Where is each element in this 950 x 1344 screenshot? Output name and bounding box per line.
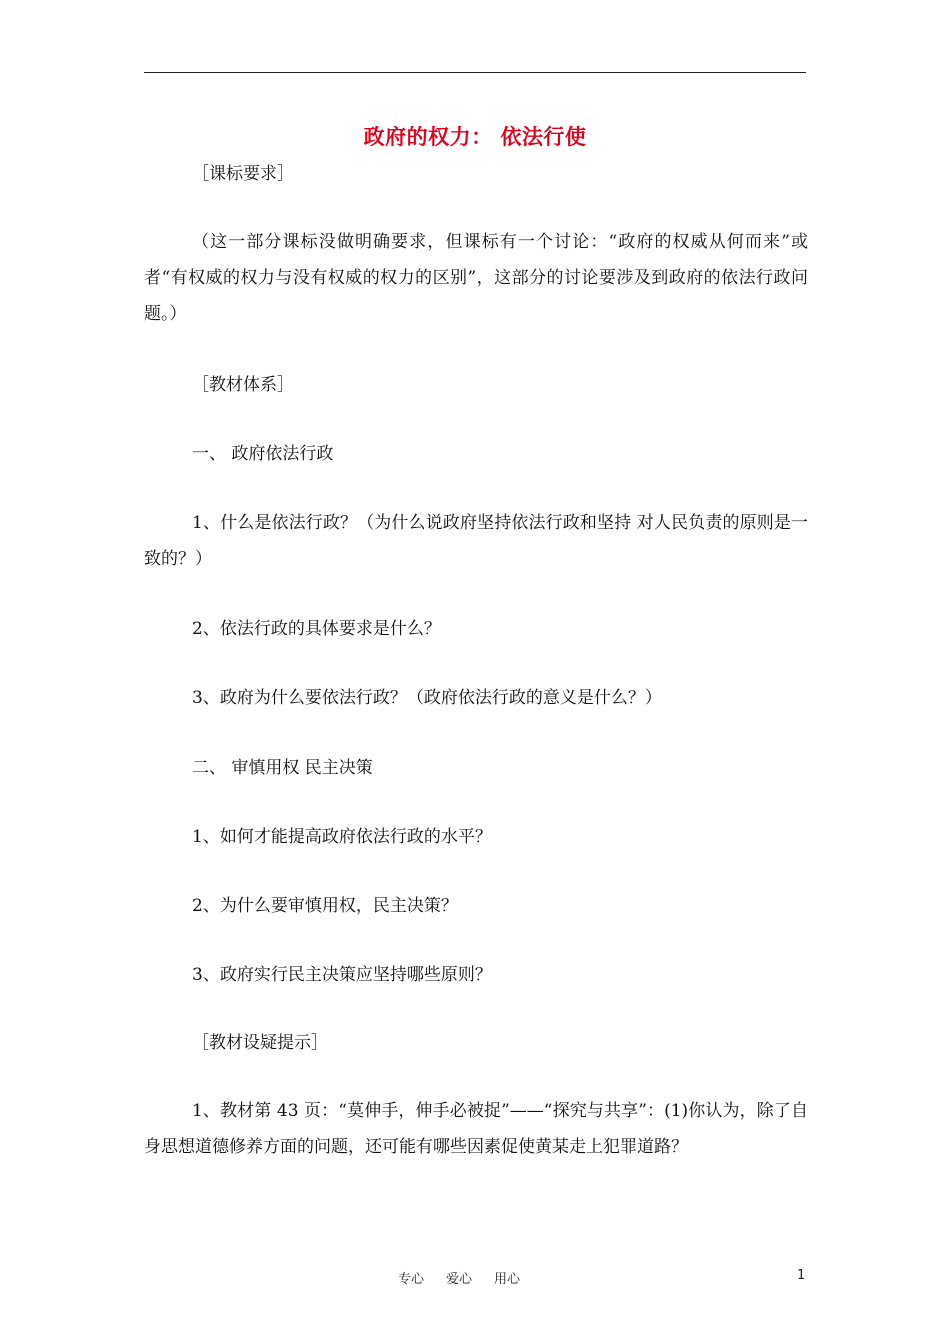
section-heading-standards: ［课标要求］	[192, 164, 294, 184]
part2-question-1: 1、如何才能提高政府依法行政的水平？	[192, 827, 492, 847]
part1-question-2: 2、依法行政的具体要求是什么？	[192, 619, 441, 639]
part2-question-2: 2、为什么要审慎用权，民主决策？	[192, 896, 458, 916]
page-number: 1	[797, 1268, 806, 1283]
standards-paragraph: （这一部分课标没做明确要求，但课标有一个讨论：“政府的权威从何而来”或者“有权威的权力与没有权威的权力的区别”，这部分的讨论要涉及到政府的依法行政问题。）	[144, 232, 808, 324]
part1-heading: 一、 政府依法行政	[192, 444, 334, 464]
document-title: 政府的权力： 依法行使	[363, 124, 587, 149]
section-heading-system: ［教材体系］	[192, 375, 294, 395]
footer-slogan-3: 用心	[494, 1272, 521, 1287]
footer-slogan	[398, 1268, 542, 1287]
part2-heading: 二、 审慎用权 民主决策	[192, 758, 373, 778]
part1-question-1: 1、什么是依法行政？（为什么说政府坚持依法行政和坚持 对人民负责的原则是一致的？）	[144, 513, 808, 569]
section-heading-hints: ［教材设疑提示］	[192, 1033, 328, 1053]
part1-question-3: 3、政府为什么要依法行政？（政府依法行政的意义是什么？）	[192, 688, 662, 708]
part2-question-3: 3、政府实行民主决策应坚持哪些原则？	[192, 965, 492, 985]
hint-item-1: 1、教材第 43 页：“莫伸手，伸手必被捉”——“探究与共享”：(1)你认为，除了自身思想道德修养方面的问题，还可能有哪些因素促使黄某走上犯罪道路？	[144, 1101, 808, 1157]
footer-slogan-1: 专心	[398, 1272, 425, 1287]
header-rule	[144, 72, 806, 73]
footer-slogan-2: 爱心	[446, 1272, 473, 1287]
